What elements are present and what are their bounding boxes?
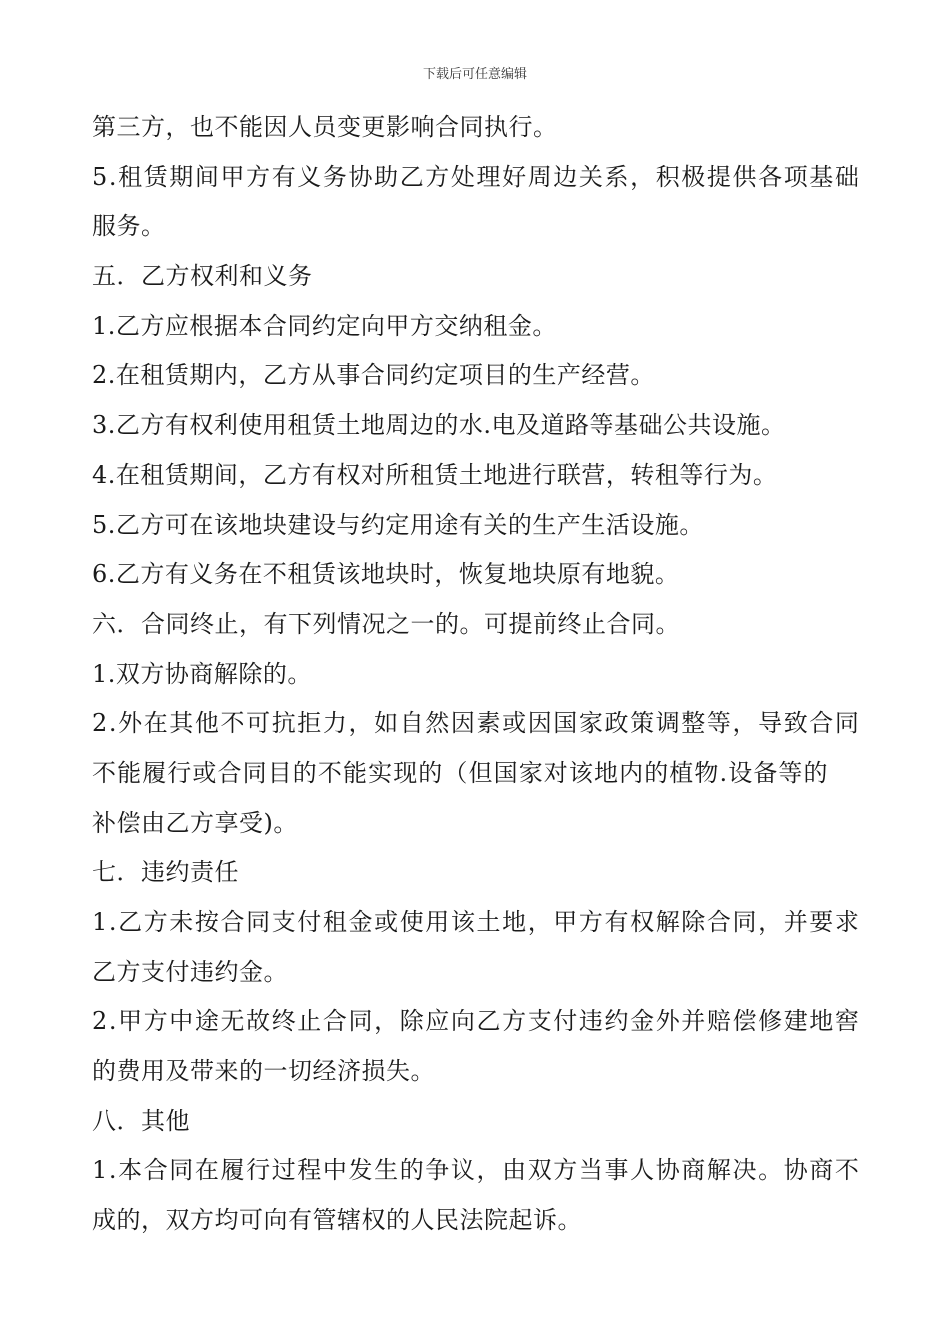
- document-body: [92, 103, 862, 1246]
- text-line: 2.外在其他不可抗拒力，如自然因素或因国家政策调整等，导致合同: [92, 709, 861, 738]
- section-heading: 五．乙方权利和义务: [92, 262, 313, 291]
- section-heading: 六．合同终止，有下列情况之一的。可提前终止合同。: [92, 609, 680, 638]
- text-line: 3.乙方有权利使用租赁土地周边的水.电及道路等基础公共设施。: [92, 411, 786, 440]
- section-heading: 七．违约责任: [92, 858, 239, 887]
- text-line: 服务。: [92, 212, 166, 241]
- text-line: 的费用及带来的一切经济损失。: [92, 1057, 435, 1086]
- text-line: 4.在租赁期间，乙方有权对所租赁土地进行联营，转租等行为。: [92, 460, 778, 489]
- text-line: 1.本合同在履行过程中发生的争议，由双方当事人协商解决。协商不: [92, 1156, 861, 1185]
- text-line: 2.在租赁期内，乙方从事合同约定项目的生产经营。: [92, 361, 655, 390]
- text-line: 2.甲方中途无故终止合同，除应向乙方支付违约金外并赔偿修建地窖: [92, 1007, 861, 1036]
- text-line: 不能履行或合同目的不能实现的（但国家对该地内的植物.设备等的: [92, 758, 829, 787]
- text-line: 6.乙方有义务在不租赁该地块时，恢复地块原有地貌。: [92, 560, 680, 589]
- text-line: 5.租赁期间甲方有义务协助乙方处理好周边关系，积极提供各项基础: [92, 162, 861, 191]
- text-line: 成的，双方均可向有管辖权的人民法院起诉。: [92, 1206, 582, 1235]
- text-line: 1.双方协商解除的。: [92, 659, 312, 688]
- text-line: 第三方，也不能因人员变更影响合同执行。: [92, 113, 558, 141]
- text-line: 1.乙方未按合同支付租金或使用该土地，甲方有权解除合同，并要求: [92, 908, 861, 936]
- text-line: 乙方支付违约金。: [92, 957, 288, 986]
- text-line: 5.乙方可在该地块建设与约定用途有关的生产生活设施。: [92, 510, 704, 539]
- page-header-note: 下载后可任意编辑: [422, 67, 527, 82]
- text-line: 补偿由乙方享受)。: [92, 808, 298, 837]
- section-heading: 八．其他: [92, 1106, 190, 1135]
- text-line: 1.乙方应根据本合同约定向甲方交纳租金。: [92, 311, 557, 340]
